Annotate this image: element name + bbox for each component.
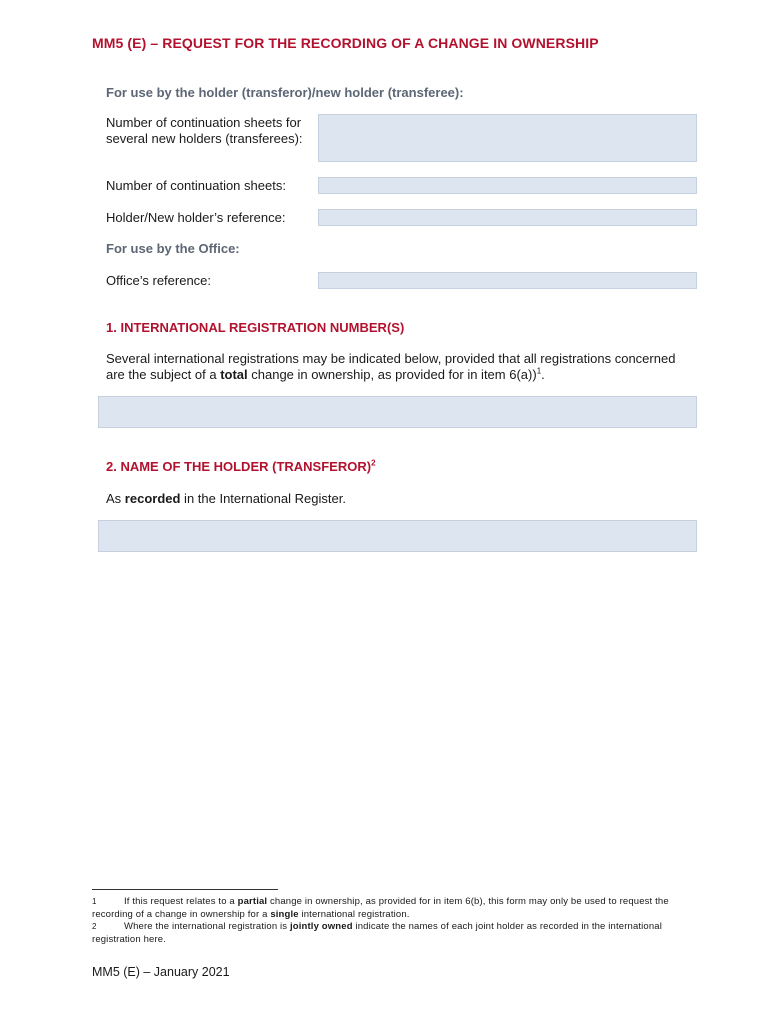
footnote-separator xyxy=(92,889,278,890)
continuation-holders-label: Number of continuation sheets for several new holders (transferees): xyxy=(106,115,303,146)
section-2-description: As recorded in the International Register. xyxy=(106,491,346,506)
office-reference-label: Office’s reference: xyxy=(106,273,212,288)
holder-name-field[interactable] xyxy=(98,520,697,552)
section-1-heading: 1. INTERNATIONAL REGISTRATION NUMBER(S) xyxy=(106,320,405,335)
holder-reference-field[interactable] xyxy=(318,209,697,226)
continuation-sheets-field[interactable] xyxy=(318,177,697,194)
continuation-sheets-label: Number of continuation sheets: xyxy=(106,178,286,193)
page-footer: MM5 (E) – January 2021 xyxy=(92,965,230,979)
page-title: MM5 (E) – REQUEST FOR THE RECORDING OF A CHANGE IN OWNERSHIP xyxy=(92,35,599,51)
section-2-heading: 2. NAME OF THE HOLDER (TRANSFEROR)$^2$ xyxy=(106,458,376,474)
holder-use-heading: For use by the holder (transferor)/new holder (transferee): xyxy=(106,85,464,100)
office-reference-field[interactable] xyxy=(318,272,697,289)
office-use-heading: For use by the Office: xyxy=(106,241,240,256)
registration-numbers-field[interactable] xyxy=(98,396,697,428)
footnote-2: 2 Where the international registration is jointly owned indicate the names of each joint holder as recorded in the international registration here. xyxy=(92,921,662,945)
holder-reference-label: Holder/New holder’s reference: xyxy=(106,210,286,225)
section-1-description: Several international registrations may be indicated below, provided that all registrations concerned are the subject of a total change in ownership, as provided for in item 6(a))$^1$. xyxy=(106,351,676,382)
footnote-1: 1 If this request relates to a partial change in ownership, as provided for in item 6(b), this form may only be used to request the recording of a change in ownership for a single international registration. xyxy=(92,896,669,920)
continuation-holders-field[interactable] xyxy=(318,114,697,162)
